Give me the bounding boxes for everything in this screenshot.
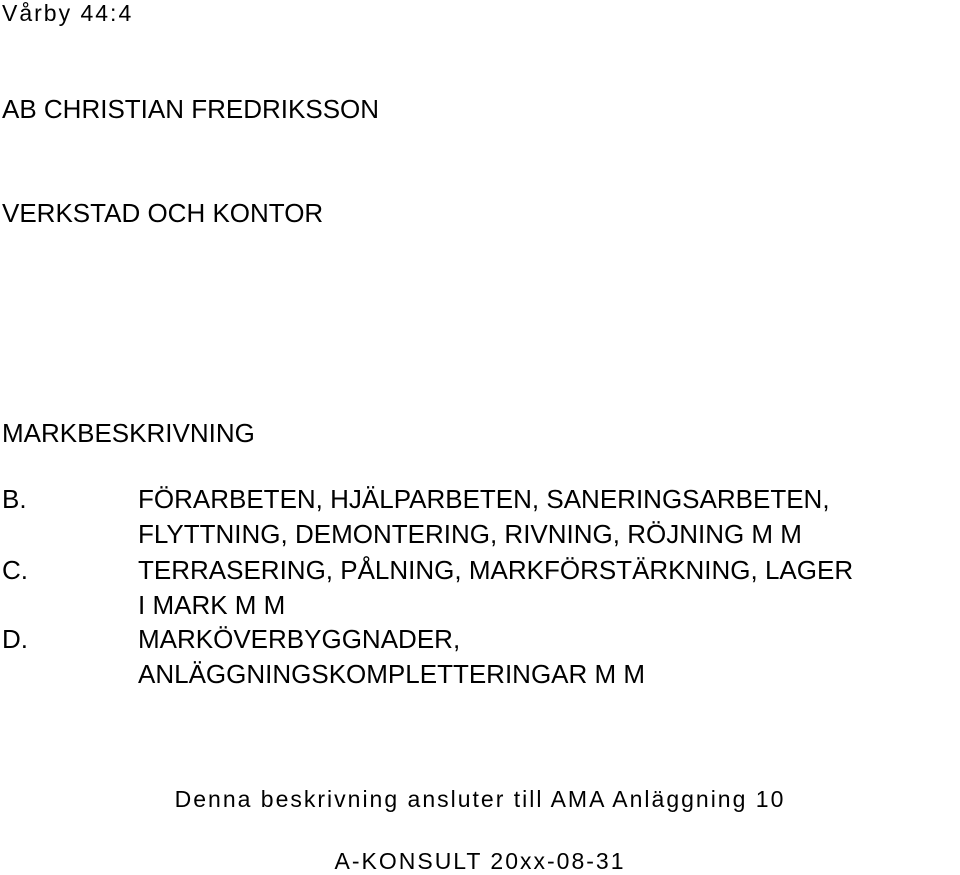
section-letter-d: D.	[2, 624, 28, 654]
section-letter-b: B.	[2, 484, 27, 514]
author-date: A-KONSULT 20xx-08-31	[334, 848, 626, 874]
section-text-c	[138, 553, 853, 622]
section-letter-c: C.	[2, 555, 28, 585]
company-name: AB CHRISTIAN FREDRIKSSON	[2, 94, 380, 124]
location-header: Vårby 44:4	[2, 0, 134, 26]
section-d-line-1: MARKÖVERBYGGNADER,	[138, 624, 461, 654]
section-d-line-2: ANLÄGGNINGSKOMPLETTERINGAR M M	[138, 658, 646, 689]
section-c-line-1: TERRASERING, PÅLNING, MARKFÖRSTÄRKNING, LAGER	[138, 555, 854, 585]
document-title: MARKBESKRIVNING	[2, 418, 255, 448]
section-c-line-2: I MARK M M	[138, 589, 286, 620]
ama-reference-note: Denna beskrivning ansluter till AMA Anläggning 10	[174, 786, 786, 812]
section-b-line-2: FLYTTNING, DEMONTERING, RIVNING, RÖJNING M M	[138, 518, 802, 549]
section-text-d	[138, 622, 645, 691]
department-name: VERKSTAD OCH KONTOR	[2, 198, 324, 228]
section-b-line-1: FÖRARBETEN, HJÄLPARBETEN, SANERINGSARBETEN,	[138, 484, 830, 514]
section-text-b	[138, 482, 830, 551]
